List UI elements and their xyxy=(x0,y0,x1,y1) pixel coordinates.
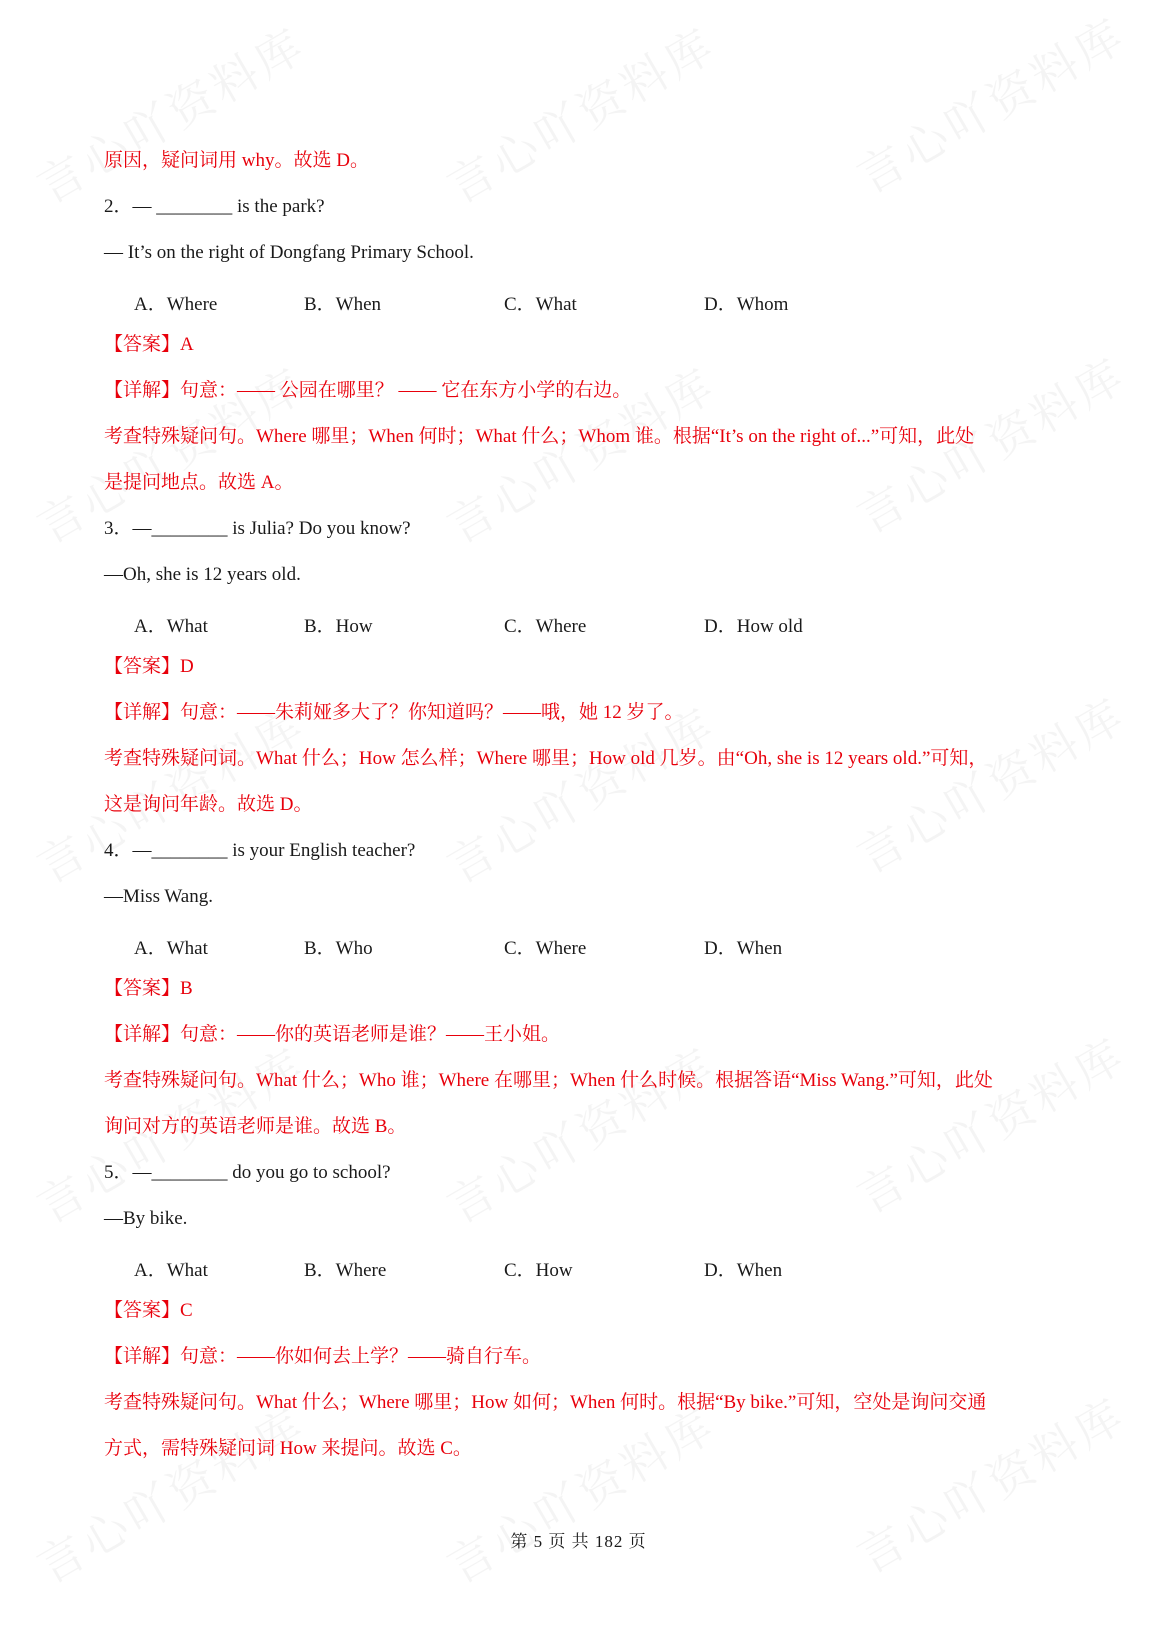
option-a: A．What xyxy=(134,938,208,959)
question-prompt: 2．— ________ is the park? xyxy=(104,196,325,217)
watermark xyxy=(434,9,727,216)
explanation: 考查特殊疑问句。What 什么；Who 谁；Where 在哪里；When 什么时候。根据答语“Miss Wang.”可知，此处 xyxy=(104,1070,993,1091)
option-d: D．When xyxy=(704,1260,783,1281)
watermark xyxy=(844,679,1137,886)
watermark xyxy=(24,9,317,216)
explanation: 询问对方的英语老师是谁。故选 B。 xyxy=(104,1116,407,1137)
answer: 【答案】A xyxy=(104,334,194,355)
option-d: D．Whom xyxy=(704,294,789,315)
option-b: B．How xyxy=(304,616,373,637)
answer: 【答案】D xyxy=(104,656,194,677)
watermark xyxy=(844,1019,1137,1226)
option-d: D．When xyxy=(704,938,783,959)
question-prompt: 4．—________ is your English teacher? xyxy=(104,840,416,861)
answer: 【答案】B xyxy=(104,978,193,999)
top-explanation: 原因，疑问词用 why。故选 D。 xyxy=(104,150,369,171)
option-a: A．What xyxy=(134,1260,208,1281)
question-reply: —By bike. xyxy=(104,1208,188,1229)
page-footer: 第 5 页 共 182 页 xyxy=(510,1532,647,1551)
option-a: A．Where xyxy=(134,294,218,315)
option-c: C．Where xyxy=(504,616,587,637)
answer: 【答案】C xyxy=(104,1300,193,1321)
detail: 【详解】句意：——你如何去上学？——骑自行车。 xyxy=(104,1346,542,1367)
option-c: C．What xyxy=(504,294,577,315)
option-c: C．How xyxy=(504,1260,573,1281)
watermark xyxy=(434,1389,727,1596)
option-a: A．What xyxy=(134,616,208,637)
question-reply: —Oh, she is 12 years old. xyxy=(104,564,301,585)
question-reply: — It’s on the right of Dongfang Primary School. xyxy=(104,242,474,263)
detail: 【详解】句意：—— 公园在哪里？ —— 它在东方小学的右边。 xyxy=(104,380,632,401)
option-b: B．Where xyxy=(304,1260,387,1281)
watermark xyxy=(844,0,1137,207)
explanation: 是提问地点。故选 A。 xyxy=(104,472,294,493)
detail: 【详解】句意：——朱莉娅多大了？你知道吗？——哦，她 12 岁了。 xyxy=(104,702,684,723)
explanation: 考查特殊疑问句。Where 哪里；When 何时；What 什么；Whom 谁。根据“It’s on the right of...”可知，此处 xyxy=(104,426,975,447)
option-b: B．Who xyxy=(304,938,373,959)
watermark xyxy=(434,1029,727,1236)
explanation: 考查特殊疑问句。What 什么；Where 哪里；How 如何；When 何时。根据“By bike.”可知，空处是询问交通 xyxy=(104,1392,987,1413)
detail: 【详解】句意：——你的英语老师是谁？——王小姐。 xyxy=(104,1024,561,1045)
option-b: B．When xyxy=(304,294,382,315)
explanation: 考查特殊疑问词。What 什么；How 怎么样；Where 哪里；How old 几岁。由“Oh, she is 12 years old.”可知， xyxy=(104,748,988,769)
option-c: C．Where xyxy=(504,938,587,959)
question-reply: —Miss Wang. xyxy=(104,886,213,907)
explanation: 这是询问年龄。故选 D。 xyxy=(104,794,313,815)
watermark xyxy=(24,1389,317,1596)
question-prompt: 3．—________ is Julia? Do you know? xyxy=(104,518,411,539)
option-d: D．How old xyxy=(704,616,803,637)
question-prompt: 5．—________ do you go to school? xyxy=(104,1162,391,1183)
explanation: 方式，需特殊疑问词 How 来提问。故选 C。 xyxy=(104,1438,472,1459)
